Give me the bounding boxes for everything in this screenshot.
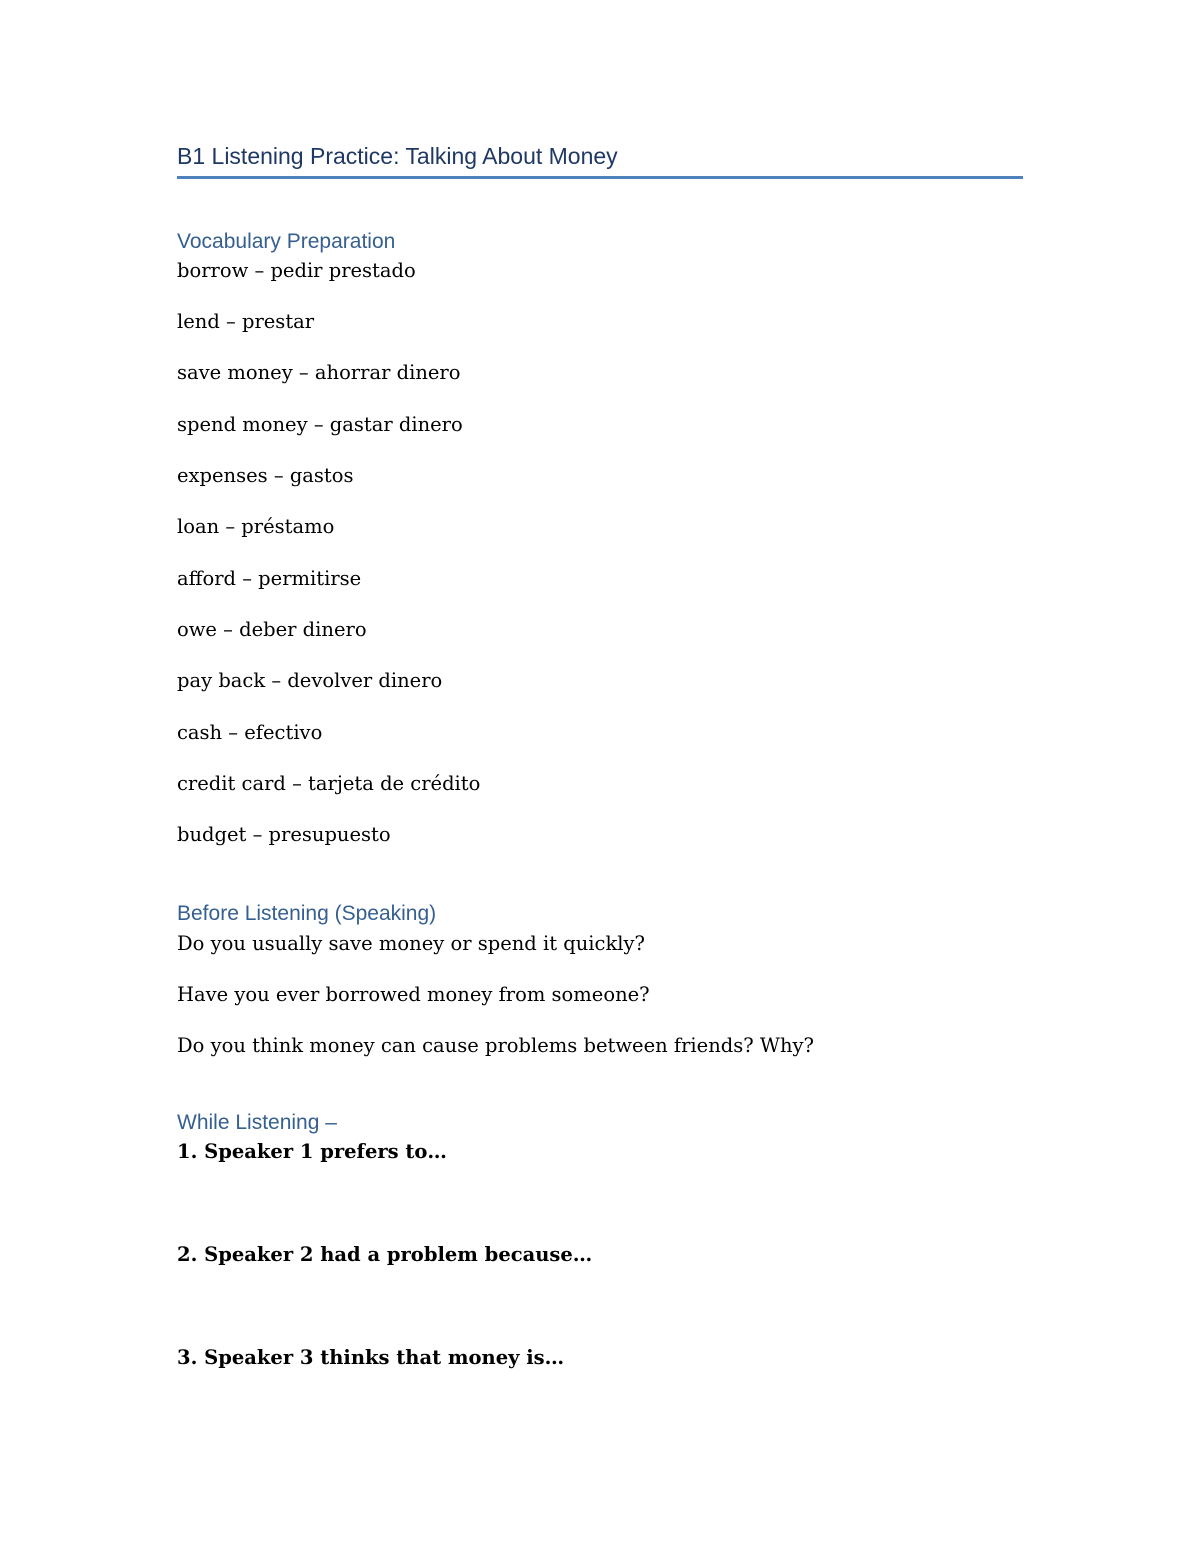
listening-prompt: 3. Speaker 3 thinks that money is…	[177, 1346, 565, 1369]
vocab-item: lend – prestar	[177, 310, 315, 333]
vocab-item: spend money – gastar dinero	[177, 413, 463, 436]
vocab-item: owe – deber dinero	[177, 618, 367, 641]
vocab-item: loan – préstamo	[177, 515, 335, 538]
document-title: B1 Listening Practice: Talking About Money	[177, 143, 618, 169]
while-listening-heading: While Listening –	[177, 1111, 337, 1134]
vocab-item: pay back – devolver dinero	[177, 669, 443, 692]
vocab-item: cash – efectivo	[177, 721, 323, 744]
speaking-question: Do you usually save money or spend it quickly?	[177, 932, 645, 955]
listening-prompt: 1. Speaker 1 prefers to…	[177, 1140, 447, 1163]
speaking-question: Have you ever borrowed money from someone?	[177, 983, 650, 1006]
speaking-question: Do you think money can cause problems between friends? Why?	[177, 1034, 814, 1057]
vocab-item: budget – presupuesto	[177, 823, 391, 846]
title-underline	[177, 176, 1023, 179]
vocab-item: afford – permitirse	[177, 567, 362, 590]
vocab-item: expenses – gastos	[177, 464, 354, 487]
before-listening-heading: Before Listening (Speaking)	[177, 902, 437, 925]
vocab-item: credit card – tarjeta de crédito	[177, 772, 481, 795]
listening-prompt: 2. Speaker 2 had a problem because…	[177, 1243, 593, 1266]
vocab-item: save money – ahorrar dinero	[177, 361, 461, 384]
vocabulary-heading: Vocabulary Preparation	[177, 230, 396, 253]
vocab-item: borrow – pedir prestado	[177, 259, 416, 282]
